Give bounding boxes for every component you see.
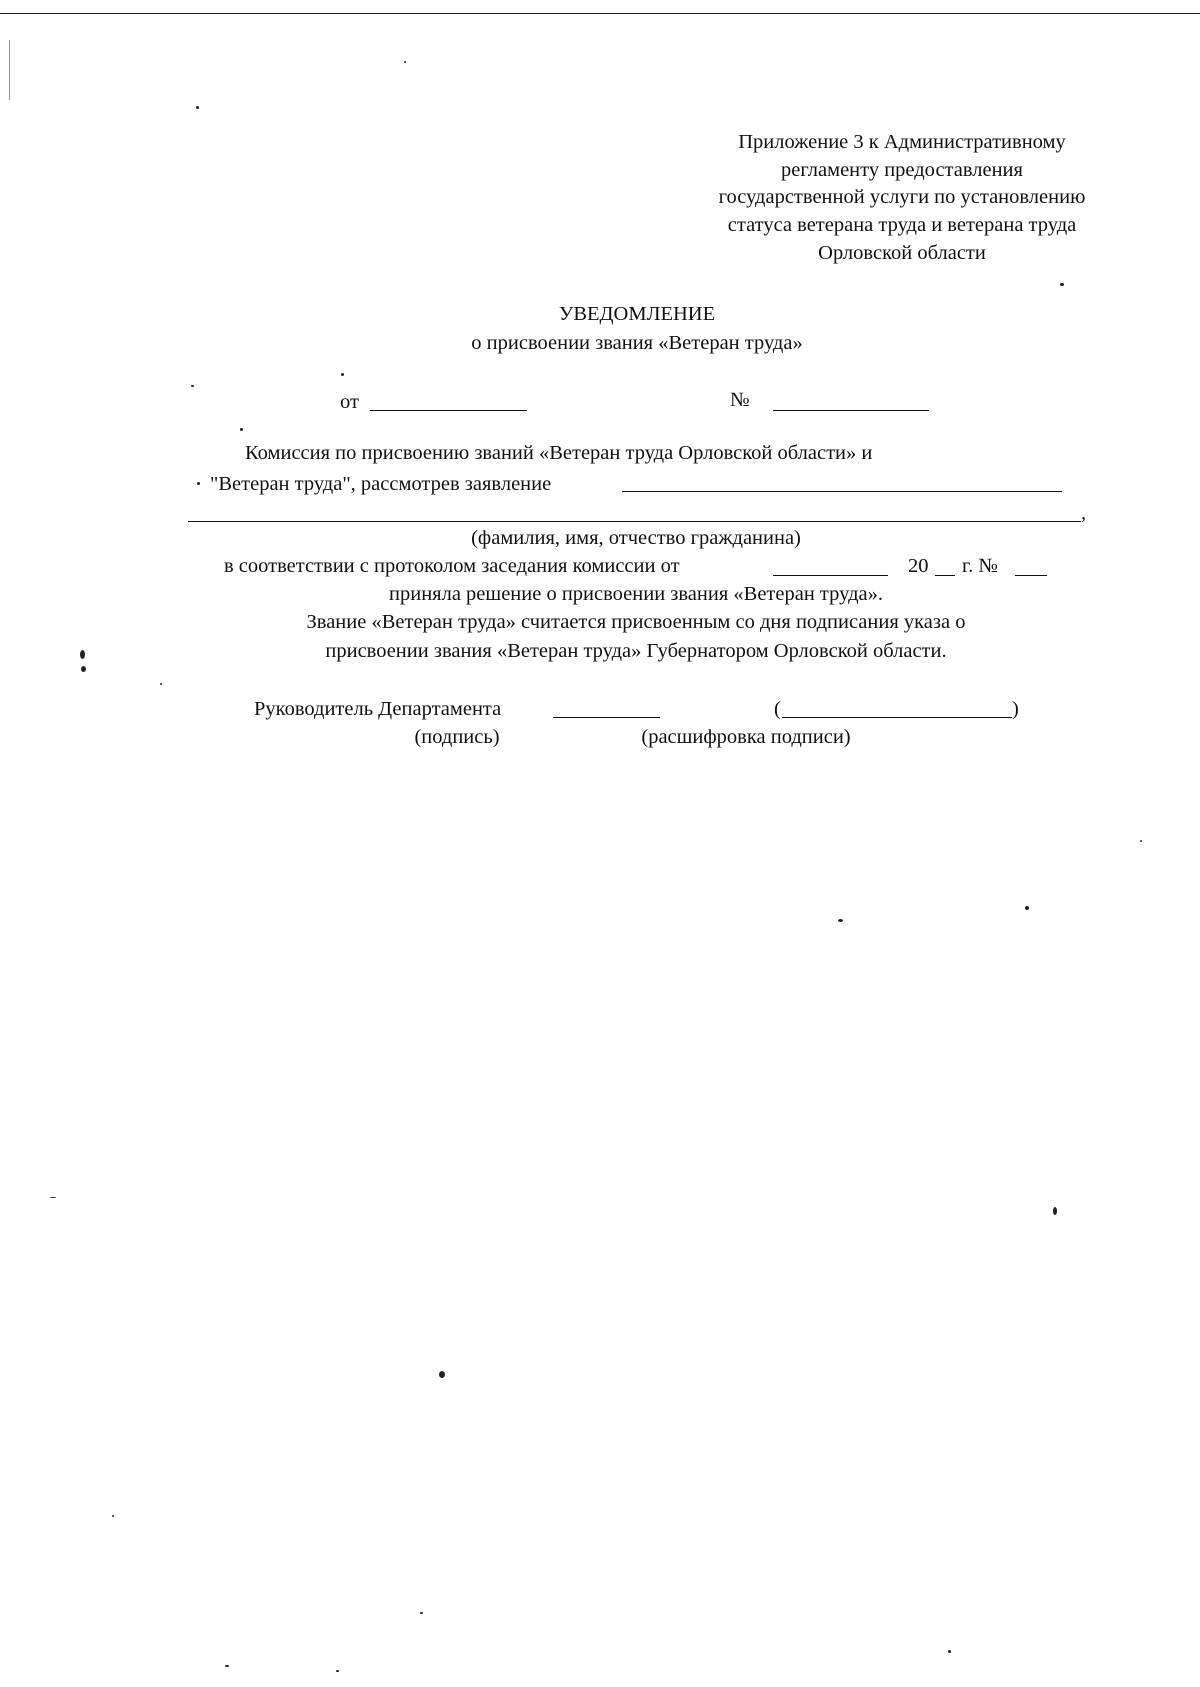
signature-blank <box>553 717 660 718</box>
scan-speck <box>112 1515 114 1517</box>
scan-speck <box>240 428 243 431</box>
decode-caption: (расшифровка подписи) <box>641 726 851 748</box>
body-line-4-text: в соответствии с протоколом заседания комиссии от <box>224 555 680 577</box>
scan-speck <box>1140 840 1142 842</box>
scan-speck <box>197 482 200 485</box>
open-paren: ( <box>774 698 781 720</box>
body-line-1: Комиссия по присвоению званий «Ветеран труда Орловской области» и <box>245 442 873 464</box>
close-paren: ) <box>1012 698 1019 720</box>
scan-speck <box>1060 283 1064 286</box>
scan-speck <box>80 650 85 659</box>
scan-speck <box>336 1670 339 1672</box>
appendix-line-4: статуса ветерана труда и ветерана труда <box>727 214 1077 236</box>
scan-speck <box>404 61 406 63</box>
applicant-blank-full <box>188 521 1081 522</box>
appendix-line-1: Приложение 3 к Административному <box>738 131 1066 153</box>
scan-speck <box>1053 1207 1057 1215</box>
year-blank <box>935 575 955 576</box>
scan-speck <box>191 385 194 387</box>
document-subtitle: о присвоении звания «Ветеран труда» <box>471 332 803 354</box>
document-title: УВЕДОМЛЕНИЕ <box>558 303 716 325</box>
sign-caption: (подпись) <box>414 726 500 748</box>
number-label: № <box>730 389 750 411</box>
protocol-date-blank <box>773 575 888 576</box>
scan-speck <box>420 1612 423 1614</box>
scan-speck <box>948 1650 951 1653</box>
appendix-line-2: регламенту предоставления <box>781 159 1023 181</box>
year-prefix: 20 <box>908 555 929 577</box>
head-label: Руководитель Департамента <box>254 698 502 720</box>
body-line-6: Звание «Ветеран труда» считается присвоенным со дня подписания указа о <box>306 611 966 633</box>
scan-speck <box>838 919 843 922</box>
scan-speck <box>1025 906 1029 910</box>
scan-top-edge <box>0 13 1200 14</box>
scan-speck <box>225 1665 229 1667</box>
scan-speck <box>439 1371 445 1378</box>
fio-caption: (фамилия, имя, отчество гражданина) <box>471 527 801 549</box>
number-blank <box>773 410 929 411</box>
scan-left-edge <box>9 40 10 100</box>
body-line-5: приняла решение о присвоении звания «Ветеран труда». <box>389 583 883 605</box>
scan-speck <box>196 106 199 109</box>
protocol-number-label: г. № <box>962 555 998 577</box>
appendix-line-3: государственной услуги по установлению <box>718 186 1086 208</box>
date-blank <box>370 410 527 411</box>
scan-speck <box>160 683 162 685</box>
scan-speck <box>341 373 344 376</box>
body-line-7: присвоении звания «Ветеран труда» Губернатором Орловской области. <box>325 640 947 662</box>
protocol-number-blank <box>1015 575 1047 576</box>
scan-speck <box>81 666 86 672</box>
from-label: от <box>340 391 359 413</box>
body-line-2: "Ветеран труда", рассмотрев заявление <box>210 473 552 495</box>
applicant-blank <box>622 491 1062 492</box>
decode-blank <box>782 717 1012 718</box>
body-line-3-comma: , <box>1081 502 1087 524</box>
scan-speck <box>50 1197 56 1198</box>
appendix-line-5: Орловской области <box>818 242 986 264</box>
